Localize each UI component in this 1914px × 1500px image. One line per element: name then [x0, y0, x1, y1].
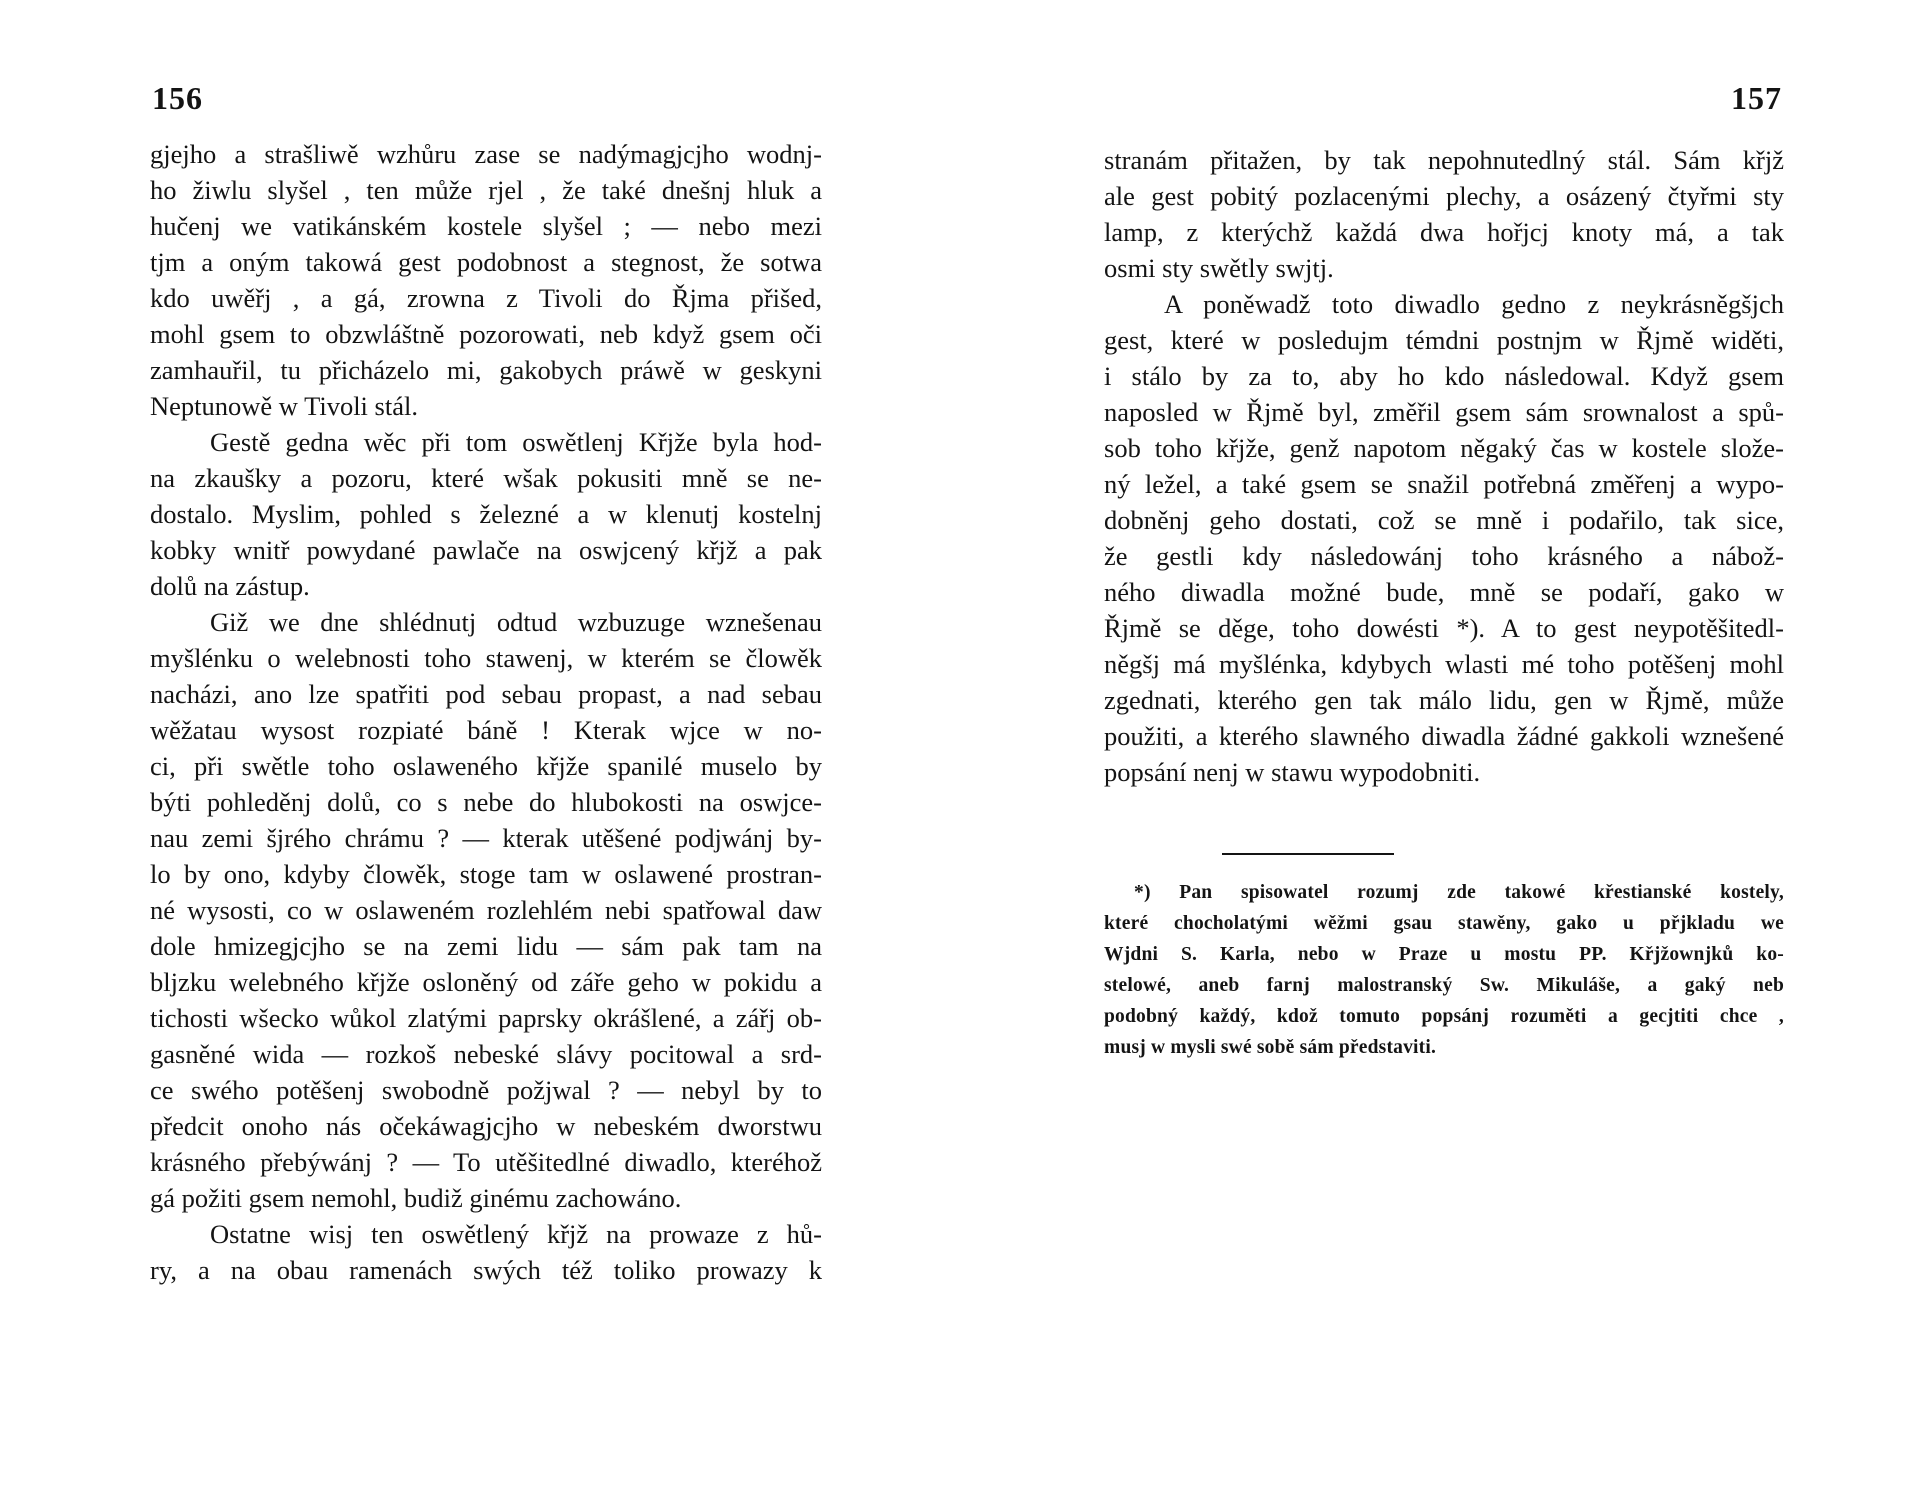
page-number-right: 157	[1731, 80, 1782, 116]
text-line: gá požiti gsem nemohl, budiž ginému zachowáno.	[150, 1183, 682, 1213]
text-line: kobky wnitř powydané pawlače na oswjcený křjž a pak	[150, 535, 822, 565]
text-line: býti pohleděnj dolů, co s nebe do hlubokosti na oswjce-	[150, 787, 822, 817]
text-line: Ostatne wisj ten oswětlený křjž na prowaze z hů-	[210, 1219, 822, 1249]
text-line: ho žiwlu slyšel , ten může rjel , že také dnešnj hluk a	[150, 175, 822, 205]
footnote-line: musj w mysli swé sobě sám představiti.	[1104, 1037, 1437, 1058]
text-line: ale gest pobitý pozlacenými plechy, a osázený čtyřmi sty	[1104, 181, 1784, 211]
text-line: nacházi, ano lze spatřiti pod sebau propast, a nad sebau	[150, 679, 822, 709]
text-line: ného diwadla možné bude, mně se podaří, gako w	[1104, 577, 1784, 607]
text-line: krásného přebýwánj ? — To utěšitedlné diwadlo, kteréhož	[150, 1147, 822, 1177]
text-line: gest, které w posledujm témdni postnjm w Řjmě widěti,	[1104, 325, 1784, 355]
text-line: mohl gsem to obzwláštně pozorowati, neb když gsem oči	[150, 319, 822, 349]
text-line: Gestě gedna wěc při tom oswětlenj Křjže byla hod-	[210, 427, 822, 457]
text-line: ry, a na obau ramenách swých též toliko prowazy k	[150, 1255, 822, 1285]
right-body-text	[1104, 142, 1784, 790]
text-line: dole hmizegjcjho se na zemi lidu — sám pak tam na	[150, 931, 822, 961]
text-line: naposled w Řjmě byl, změřil gsem sám srownalost a spů-	[1104, 397, 1784, 427]
text-line: myšlénku o welebnosti toho stawenj, w kterém se člowěk	[150, 643, 822, 673]
text-line: nau zemi šjrého chrámu ? — kterak utěšené podjwánj by-	[150, 823, 822, 853]
text-line: gjejho a strašliwě wzhůru zase se nadýmagjcjho wodnj-	[150, 139, 822, 169]
text-line: A poněwadž toto diwadlo gedno z neykrásněgšjch	[1164, 289, 1784, 319]
text-line: tichosti wšecko wůkol zlatými paprsky okrášlené, a zářj ob-	[150, 1003, 822, 1033]
text-line: dolů na zástup.	[150, 571, 310, 601]
text-line: dobněnj geho dostati, což se mně i podařilo, tak sice,	[1104, 505, 1784, 535]
text-line: hučenj we vatikánském kostele slyšel ; — nebo mezi	[150, 211, 822, 241]
text-line: wěžatau wysost rozpiaté báně ! Kterak wjce w no-	[150, 715, 822, 745]
text-line: použiti, a kterého slawného diwadla žádné gakkoli wznešené	[1104, 721, 1784, 751]
text-line: né wysosti, co w oslaweném rozlehlém nebi spatřowal daw	[150, 895, 822, 925]
text-line: sob toho křjže, genž napotom něgaký čas w kostele slože-	[1104, 433, 1784, 463]
text-line: bljzku welebného křjže osloněný od záře geho w pokidu a	[150, 967, 822, 997]
text-line: i stálo by za to, aby ho kdo následowal. Když gsem	[1104, 361, 1784, 391]
text-line: předcit onoho nás očekáwagjcjho w nebeském dworstwu	[150, 1111, 822, 1141]
text-line: popsání nenj w stawu wypodobniti.	[1104, 757, 1481, 787]
text-line: dostalo. Myslim, pohled s železné a w klenutj kostelnj	[150, 499, 822, 529]
footnote	[1104, 877, 1784, 1063]
text-line: že gestli kdy následowánj toho krásného a nábož-	[1104, 541, 1784, 571]
text-line: kdo uwěřj , a gá, zrowna z Tivoli do Řjma přišed,	[150, 283, 822, 313]
text-line: Řjmě se děge, toho dowésti *). A to gest neypotěšitedl-	[1104, 613, 1784, 643]
page-number-left: 156	[152, 80, 203, 116]
text-line: Neptunowě w Tivoli stál.	[150, 391, 418, 421]
text-line: stranám přitažen, by tak nepohnutedlný stál. Sám křjž	[1104, 145, 1784, 175]
text-line: gasněné wida — rozkoš nebeské slávy pocitowal a srd-	[150, 1039, 822, 1069]
text-line: něgšj má myšlénka, kdybych wlasti mé toho potěšenj mohl	[1104, 649, 1784, 679]
footnote-line: stelowé, aneb farnj malostranský Sw. Mikuláše, a gaký neb	[1104, 975, 1784, 996]
text-line: osmi sty swětly swjtj.	[1104, 253, 1334, 283]
footnote-rule	[1222, 853, 1394, 855]
text-line: zgednati, kterého gen tak málo lidu, gen w Řjmě, může	[1104, 685, 1784, 715]
text-line: zamhauřil, tu přicházelo mi, gakobych práwě w geskyni	[150, 355, 822, 385]
right-page	[957, 0, 1914, 1500]
text-line: lamp, z kterýchž každá dwa hořjcj knoty má, a tak	[1104, 217, 1784, 247]
footnote-line: *) Pan spisowatel rozumj zde takowé křestianské kostely,	[1134, 882, 1784, 903]
left-body-text	[150, 136, 822, 1288]
text-line: na zkaušky a pozoru, které wšak pokusiti mně se ne-	[150, 463, 822, 493]
text-line: tjm a oným takowá gest podobnost a stegnost, že sotwa	[150, 247, 822, 277]
footnote-line: podobný každý, kdož tomuto popsánj rozuměti a gecjtiti chce ,	[1104, 1006, 1784, 1027]
text-line: Giž we dne shlédnutj odtud wzbuzuge wznešenau	[210, 607, 822, 637]
text-line: ný ležel, a také gsem se snažil potřebná změřenj a wypo-	[1104, 469, 1784, 499]
text-line: lo by ono, kdyby člowěk, stoge tam w oslawené prostran-	[150, 859, 822, 889]
text-line: ce swého potěšenj swobodně požjwal ? — nebyl by to	[150, 1075, 822, 1105]
footnote-line: které chocholatými wěžmi gsau stawěny, gako u přjkladu we	[1104, 913, 1784, 934]
footnote-line: Wjdni S. Karla, nebo w Praze u mostu PP. Křjžownjků ko-	[1104, 944, 1784, 965]
text-line: ci, při swětle toho oslaweného křjže spanilé muselo by	[150, 751, 822, 781]
